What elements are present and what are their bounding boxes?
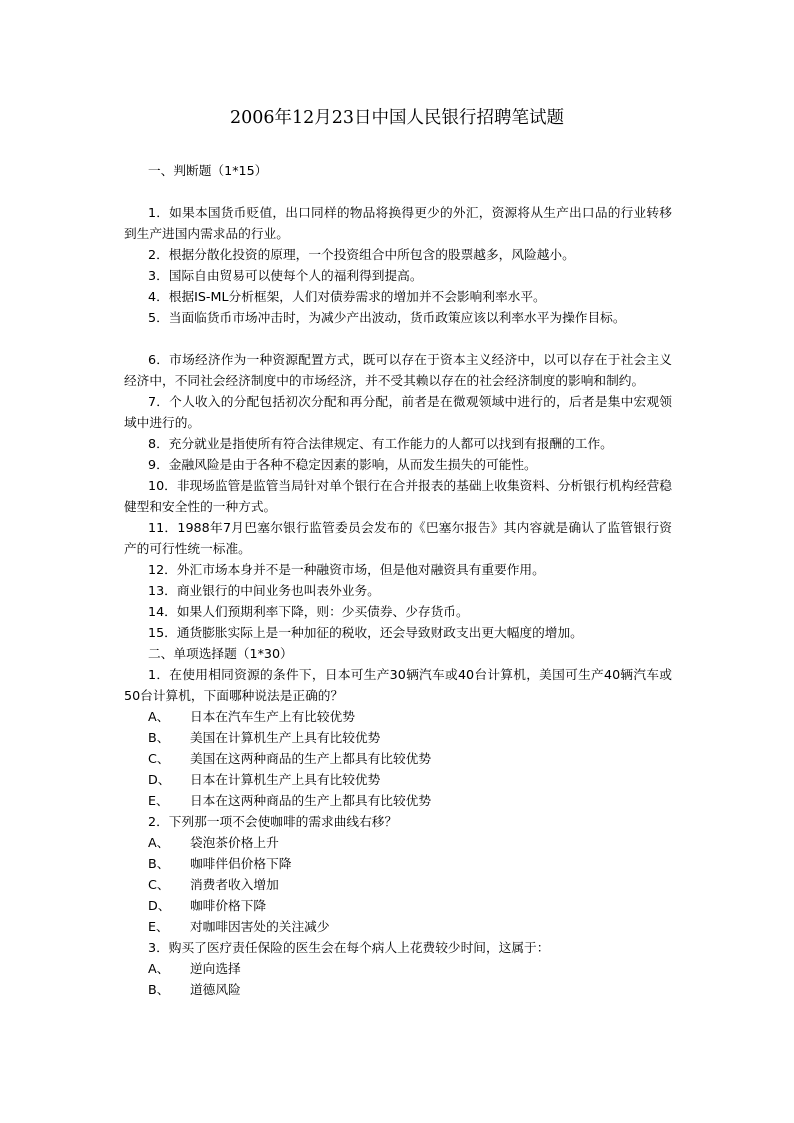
option-item — [124, 727, 672, 748]
option-text: 对咖啡因害处的关注减少 — [190, 919, 330, 934]
option-item — [124, 895, 672, 916]
spacer — [124, 328, 672, 349]
spacer — [124, 181, 672, 202]
option-text: 消费者收入增加 — [190, 877, 279, 892]
tf-item: 9．金融风险是由于各种不稳定因素的影响，从而发生损失的可能性。 — [148, 457, 537, 472]
tf-item: 3．国际自由贸易可以使每个人的福利得到提高。 — [148, 268, 423, 283]
option-letter: C、 — [148, 877, 170, 892]
option-letter: B、 — [148, 982, 170, 997]
section-heading-single-choice: 二、单项选择题（1*30） — [148, 646, 293, 661]
option-letter: E、 — [148, 919, 169, 934]
tf-item: 8．充分就业是指使所有符合法律规定、有工作能力的人都可以找到有报酬的工作。 — [148, 436, 613, 451]
tf-item: 13．商业银行的中间业务也叫表外业务。 — [148, 583, 380, 598]
option-text: 日本在计算机生产上具有比较优势 — [190, 772, 381, 787]
tf-item: 11．1988年7月巴塞尔银行监管委员会发布的《巴塞尔报告》其内容就是确认了监管银行资产的可行性统一标准。 — [124, 520, 672, 556]
option-text: 美国在计算机生产上具有比较优势 — [190, 730, 381, 745]
option-letter: A、 — [148, 709, 170, 724]
option-text: 咖啡价格下降 — [190, 898, 267, 913]
question-stem: 1．在使用相同资源的条件下，日本可生产30辆汽车或40台计算机，美国可生产40辆汽车或50台计算机，下面哪种说法是正确的？ — [124, 667, 672, 703]
document-body — [124, 160, 672, 1000]
option-item — [124, 874, 672, 895]
question-stem: 3．购买了医疗责任保险的医生会在每个病人上花费较少时间，这属于： — [148, 940, 550, 955]
option-text: 道德风险 — [190, 982, 241, 997]
option-letter: D、 — [148, 898, 171, 913]
option-text: 美国在这两种商品的生产上都具有比较优势 — [190, 751, 432, 766]
option-item — [124, 706, 672, 727]
tf-item: 5．当面临货币市场冲击时，为减少产出波动，货币政策应该以利率水平为操作目标。 — [148, 310, 626, 325]
option-letter: B、 — [148, 730, 170, 745]
option-item — [124, 979, 672, 1000]
option-text: 咖啡伴侣价格下降 — [190, 856, 292, 871]
tf-item: 12．外汇市场本身并不是一种融资市场，但是他对融资具有重要作用。 — [148, 562, 545, 577]
section-heading-true-false: 一、判断题（1*15） — [148, 163, 268, 178]
tf-item: 14．如果人们预期利率下降，则：少买债券、少存货币。 — [148, 604, 469, 619]
option-item — [124, 769, 672, 790]
tf-item: 10．非现场监管是监管当局针对单个银行在合并报表的基础上收集资料、分析银行机构经营稳健型和安全性的一种方式。 — [124, 478, 672, 514]
option-item — [124, 958, 672, 979]
option-letter: D、 — [148, 772, 171, 787]
option-letter: E、 — [148, 793, 169, 808]
tf-item: 2．根据分散化投资的原理，一个投资组合中所包含的股票越多，风险越小。 — [148, 247, 575, 262]
option-letter: C、 — [148, 751, 170, 766]
question-stem: 2．下列那一项不会使咖啡的需求曲线右移？ — [148, 814, 398, 829]
option-text: 逆向选择 — [190, 961, 241, 976]
option-item — [124, 853, 672, 874]
option-text: 袋泡茶价格上升 — [190, 835, 279, 850]
tf-item: 6．市场经济作为一种资源配置方式，既可以存在于资本主义经济中，以可以存在于社会主义经济中，不同社会经济制度中的市场经济，并不受其赖以存在的社会经济制度的影响和制约。 — [124, 352, 672, 388]
option-item — [124, 748, 672, 769]
option-letter: B、 — [148, 856, 170, 871]
tf-item: 15．通货膨胀实际上是一种加征的税收，还会导致财政支出更大幅度的增加。 — [148, 625, 583, 640]
tf-item: 7．个人收入的分配包括初次分配和再分配，前者是在微观领域中进行的，后者是集中宏观领域中进行的。 — [124, 394, 672, 430]
option-item — [124, 916, 672, 937]
tf-item: 4．根据IS-ML分析框架，人们对债券需求的增加并不会影响利率水平。 — [148, 289, 546, 304]
option-item — [124, 790, 672, 811]
option-text: 日本在这两种商品的生产上都具有比较优势 — [190, 793, 432, 808]
option-letter: A、 — [148, 835, 170, 850]
option-text: 日本在汽车生产上有比较优势 — [190, 709, 355, 724]
option-letter: A、 — [148, 961, 170, 976]
page-title: 2006年12月23日中国人民银行招聘笔试题 — [229, 108, 565, 128]
option-item — [124, 832, 672, 853]
tf-item: 1．如果本国货币贬值，出口同样的物品将换得更少的外汇，资源将从生产出口品的行业转移到生产进国内需求品的行业。 — [124, 205, 672, 241]
